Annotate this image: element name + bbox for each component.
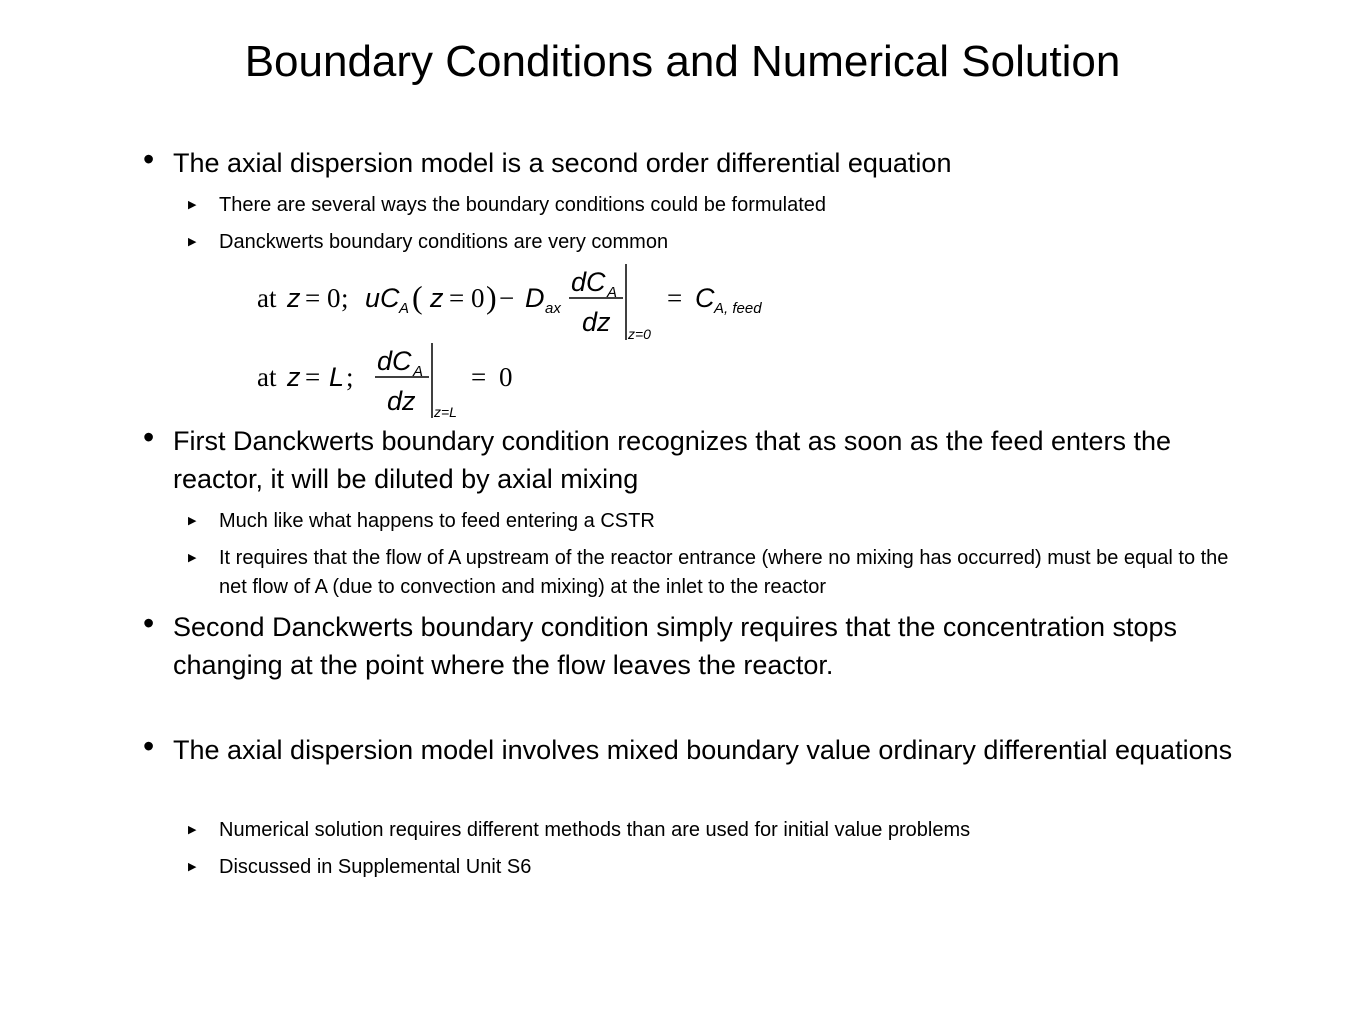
eq2-eq2: = xyxy=(471,362,487,392)
eq1-eq3: = xyxy=(667,283,683,313)
equation-1-svg xyxy=(255,262,785,342)
equation-2-svg xyxy=(255,340,555,420)
slide-title: Boundary Conditions and Numerical Solution xyxy=(244,37,1121,86)
bullet-4-sub-1 xyxy=(188,816,1229,845)
eq1-semicolon: ; xyxy=(341,283,349,313)
bullet-2-text: First Danckwerts boundary condition recognizes that as soon as the feed enters the reactor, it will be diluted by axial mixing xyxy=(173,426,1172,494)
eq1-numerator-sub: A xyxy=(607,284,618,301)
eq2-numerator-sub: A xyxy=(413,363,424,380)
eq1-u: u xyxy=(365,283,381,313)
bullet-dot-icon: • xyxy=(143,605,155,641)
eq2-z: z xyxy=(287,362,301,392)
bullet-2-sub-2 xyxy=(188,544,1229,602)
bullet-4-text: The axial dispersion model involves mixed boundary value ordinary differential equations xyxy=(173,735,1233,765)
bullet-4-sub-2 xyxy=(188,853,1229,882)
eq1-zero2: 0 xyxy=(471,283,485,313)
eq1-C: C xyxy=(380,283,400,313)
eq2-eval-at: z=L xyxy=(434,404,457,420)
bullet-dot-icon: • xyxy=(143,728,155,764)
eq1-eval-at: z=0 xyxy=(628,326,651,342)
eq1-rhs-C: C xyxy=(695,283,715,313)
bullet-1-sub-2 xyxy=(188,228,1229,257)
bullet-dot-icon: • xyxy=(143,141,155,177)
eq2-numerator: dC xyxy=(377,346,412,376)
eq1-eq2: = xyxy=(449,283,465,313)
eq1-rparen: ) xyxy=(486,279,497,315)
bullet-3-text: Second Danckwerts boundary condition simply requires that the concentration stops changing at the point where the flow leaves the reactor. xyxy=(173,612,1178,680)
eq1-denominator: dz xyxy=(582,307,611,337)
eq1-z: z xyxy=(287,283,301,313)
eq1-C-sub: A xyxy=(399,300,410,317)
triangle-bullet-icon: ▶ xyxy=(188,824,197,836)
eq1-minus: − xyxy=(499,283,515,313)
bullet-4-sub-1-text: Numerical solution requires different methods than are used for initial value problems xyxy=(219,819,971,841)
equation-boundary-zL xyxy=(255,340,555,425)
bullet-dot-icon: • xyxy=(143,419,155,455)
triangle-bullet-icon: ▶ xyxy=(188,861,197,873)
triangle-bullet-icon: ▶ xyxy=(188,515,197,527)
eq2-L: L xyxy=(329,362,345,392)
eq2-eq: = xyxy=(305,362,321,392)
bullet-2-sub-1 xyxy=(188,507,1229,536)
eq2-semicolon: ; xyxy=(346,362,354,392)
eq1-rhs-sub: A, feed xyxy=(714,300,762,317)
triangle-bullet-icon: ▶ xyxy=(188,199,197,211)
bullet-2 xyxy=(143,419,1233,498)
eq1-zero: 0 xyxy=(327,283,341,313)
eq1-numerator: dC xyxy=(571,267,606,297)
eq1-eq: = xyxy=(305,283,321,313)
eq1-lparen: ( xyxy=(412,279,423,315)
bullet-4-sub-2-text: Discussed in Supplemental Unit S6 xyxy=(219,856,532,878)
eq1-D: D xyxy=(525,283,545,313)
bullet-2-sub-1-text: Much like what happens to feed entering a CSTR xyxy=(219,510,655,532)
equation-boundary-z0 xyxy=(255,262,785,347)
bullet-1-sub-1 xyxy=(188,191,1229,220)
bullet-3 xyxy=(143,605,1233,684)
eq1-at: at xyxy=(257,283,277,313)
eq2-rhs: 0 xyxy=(499,362,513,392)
eq2-at: at xyxy=(257,362,277,392)
bullet-1-sub-2-text: Danckwerts boundary conditions are very common xyxy=(219,231,669,253)
triangle-bullet-icon: ▶ xyxy=(188,552,197,564)
eq2-denominator: dz xyxy=(387,386,416,416)
bullet-4 xyxy=(143,728,1233,769)
bullet-1-sub-1-text: There are several ways the boundary conditions could be formulated xyxy=(219,194,827,216)
bullet-1-text: The axial dispersion model is a second order differential equation xyxy=(173,148,952,178)
eq1-D-sub: ax xyxy=(545,300,561,317)
triangle-bullet-icon: ▶ xyxy=(188,236,197,248)
eq1-z2: z xyxy=(430,283,444,313)
bullet-2-sub-2-text: It requires that the flow of A upstream of the reactor entrance (where no mixing has occurred) must be equal to the net flow of A (due to convection and mixing) at the inlet to the reactor xyxy=(219,547,1229,598)
bullet-1 xyxy=(143,141,1233,182)
